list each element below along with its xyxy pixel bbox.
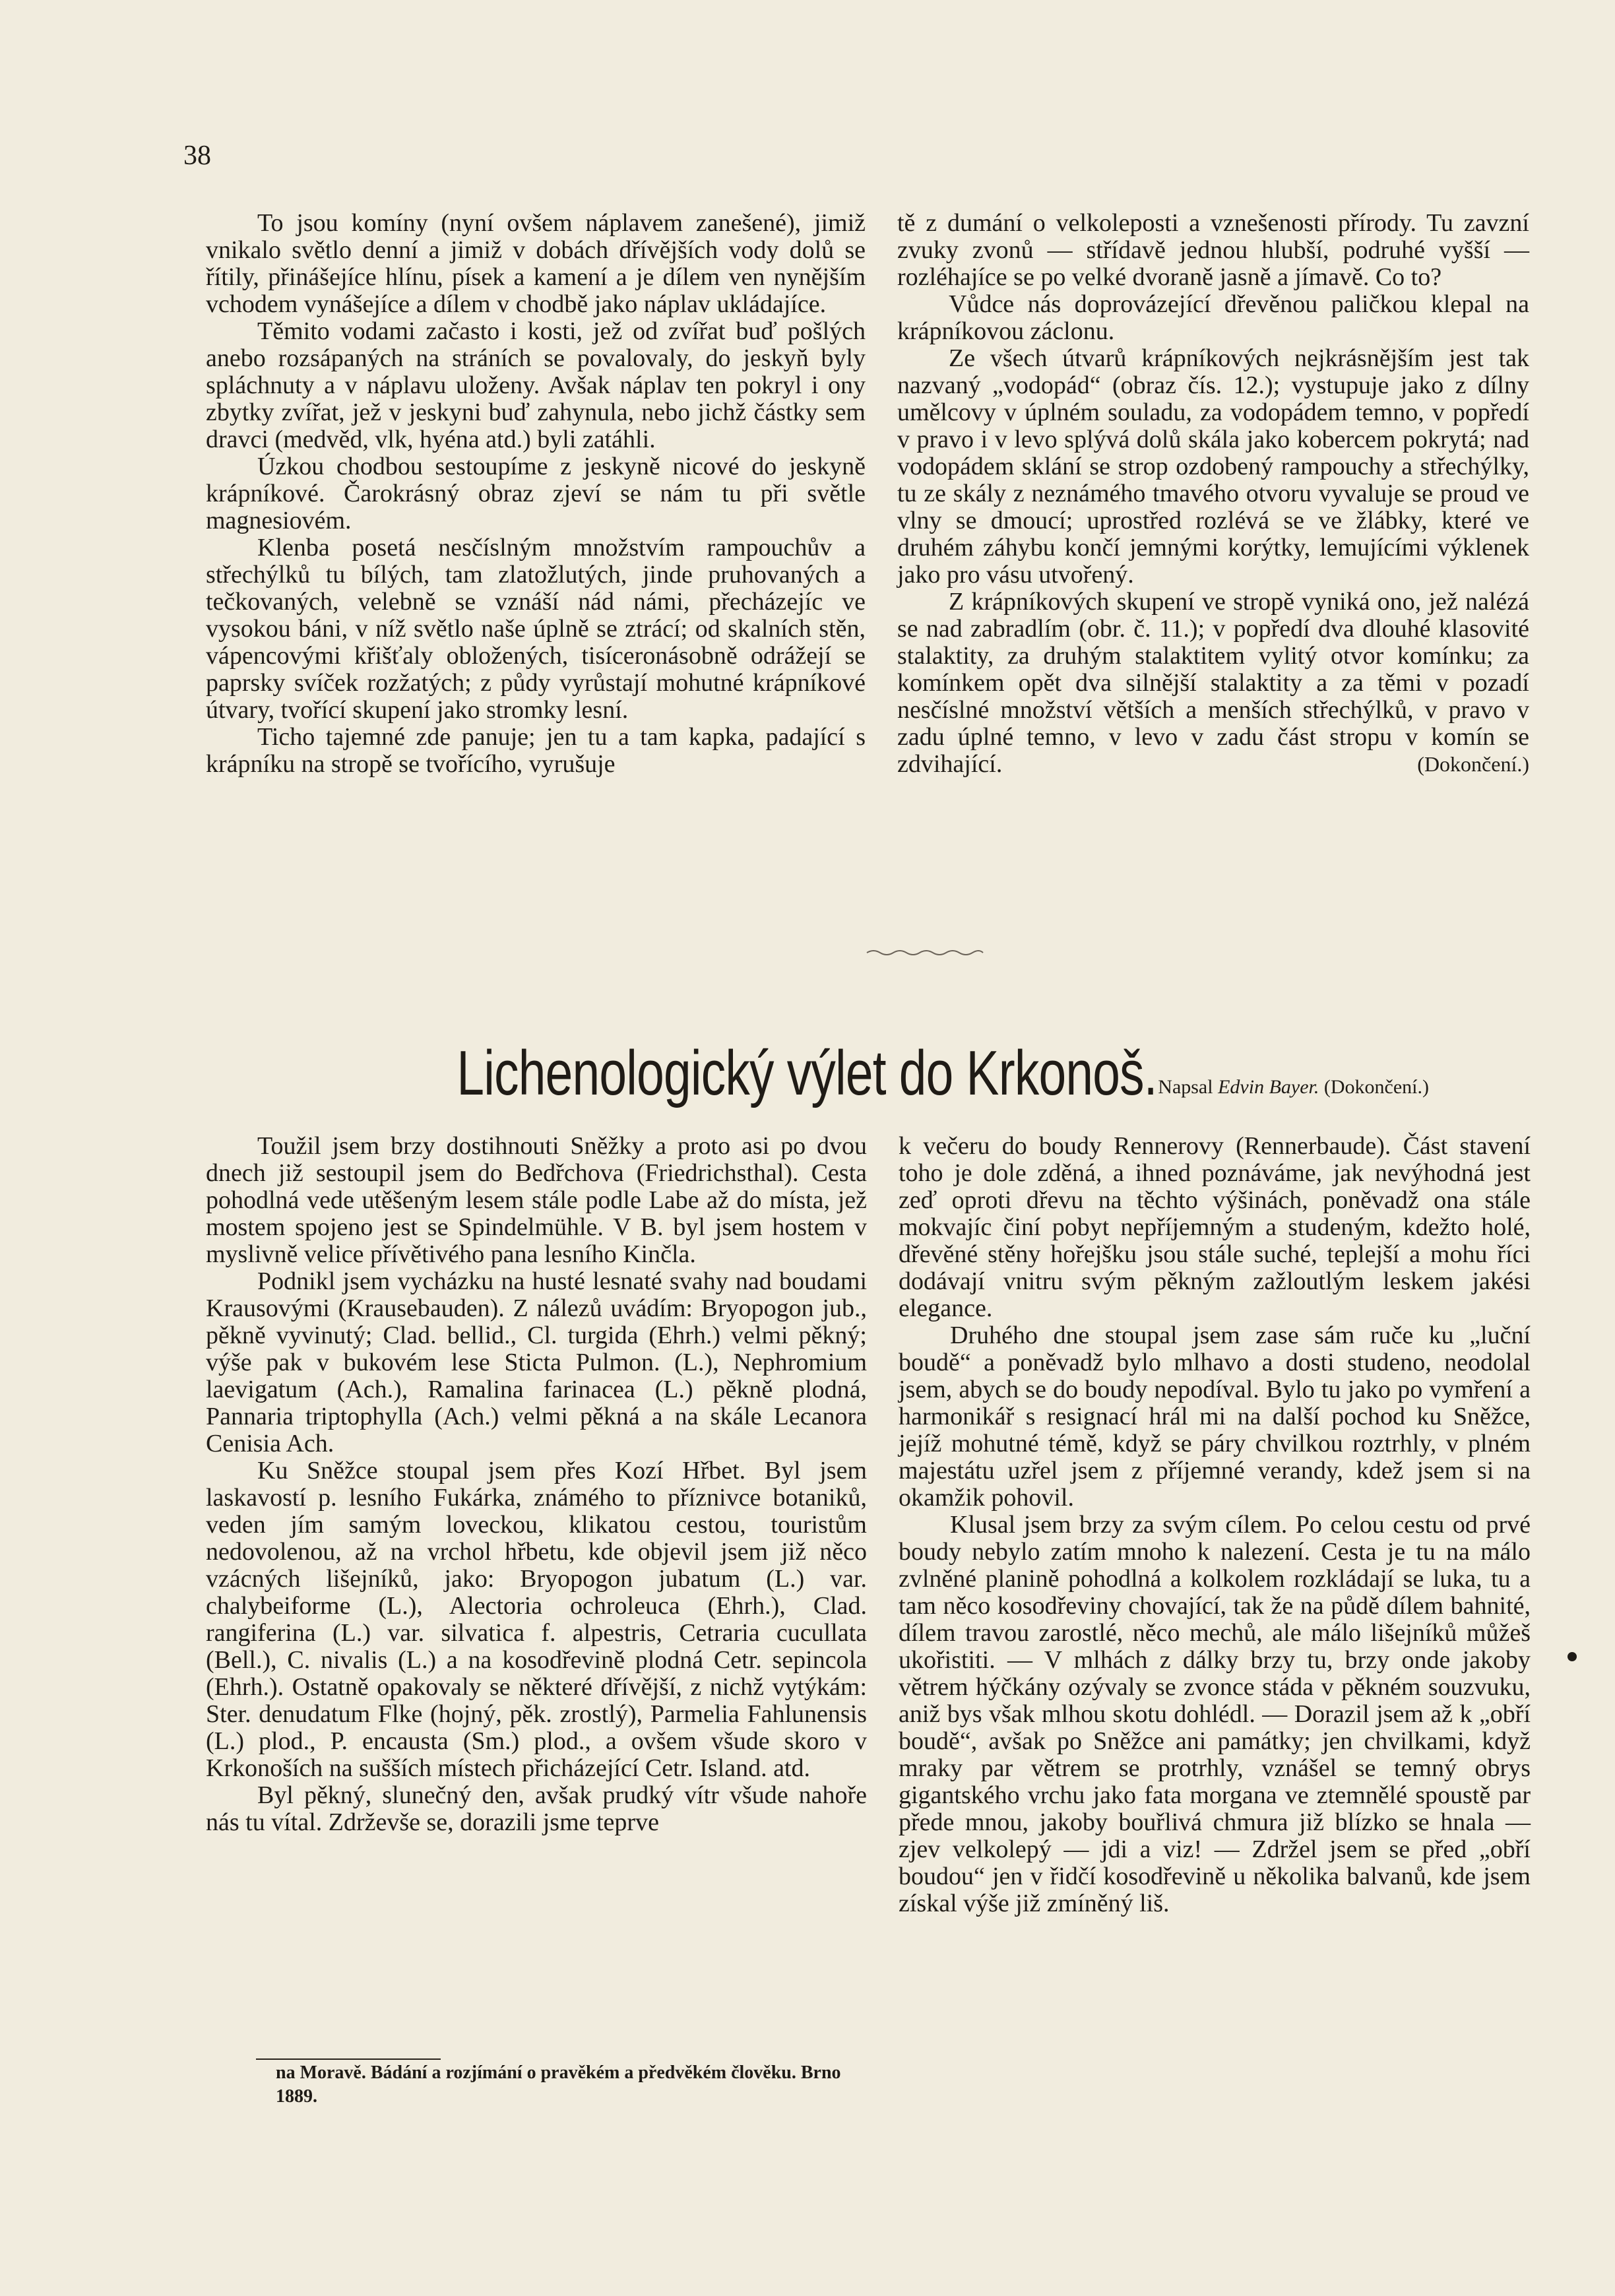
- paragraph: Těmito vodami začasto i kosti, jež od zvířat buď pošlých anebo rozsápaných na stráních se povalovaly, do jeskyň byly spláchnuty a v náplavu uloženy. Avšak náplav ten pokryl i ony zbytky zvířat, jež v jeskyni buď zahynula, nebo jichž částky sem dravci (medvěd, vlk, hyéna atd.) byli zatáhli.: [206, 317, 866, 453]
- paragraph: tě z dumání o velkoleposti a vznešenosti přírody. Tu zavzní zvuky zvonů — střídavě jednou hlubší, podruhé vyšší — rozléhajíce se po velké dvoraně jasně a jímavě. Co to?: [897, 209, 1529, 291]
- upper-right-column: [897, 210, 1529, 778]
- paragraph: k večeru do boudy Rennerovy (Rennerbaude). Část stavení toho je dole zděná, a ihned poznáváme, jak nevýhodná jest zeď oproti dřevu na těchto výšinách, poněvadž ona stále mokvajíc činí pobyt nepříjemným a studeným, kdežto holé, dřevěné stěny hořejšku jsou stále suché, teplejší a mohu říci dodávají vnitru svým pěkným zažloutlým leskem jakési elegance.: [899, 1132, 1531, 1322]
- footnote: na Moravě. Bádání a rozjímání o pravěkém a předvěkém člověku. Brno 1889.: [276, 2062, 841, 2107]
- byline: [699, 1076, 1429, 1099]
- lower-right-column: [899, 1133, 1531, 1917]
- paragraph: To jsou komíny (nyní ovšem náplavem zanešené), jimiž vnikalo světlo denní a jimiž v dobách dřívějších vody dolů se řítily, přinášejíce hlínu, písek a kamení a je dílem ven nynějším vchodem vynášejíce a dílem v chodbě jako náplav ukládajíce.: [206, 209, 866, 318]
- paragraph: Klusal jsem brzy za svým cílem. Po celou cestu od prvé boudy nebylo zatím mnoho k nalezení. Cesta je tu na málo zvlněné planině pohodlná a kolkolem rozkládají se luka, tu a tam něco kosodřeviny chovající, tak že na půdě dílem bahnité, dílem travou zarostlé, něco mechů, ale málo lišejníků můžeš ukořistiti. — V mlhách z dálky brzy tu, brzy onde jakoby větrem hýčkány ozývaly se zvonce stáda v pěkném souzvuku, aniž bys však mlhou skotu dohlédl. — Dorazil jsem až k „obří boudě“, avšak po Sněžce ani památky; jen chvilkami, když mraky par větrem se protrhly, vznášel se temný obrys gigantského vrchu jako fata morgana ve ztemnělé spoustě par přede mnou, jakoby bouřlivá chmura již blízko se hnala — zjev velkolepý — jdi a viz! — Zdržel jsem se před „obří boudou“ jen v řidčí kosodřevině u několika balvanů, kde jsem získal výše již zmíněný liš.: [899, 1511, 1531, 1917]
- ink-dot: [1568, 1652, 1577, 1661]
- lower-left-column: [206, 1133, 867, 1836]
- paragraph: Vůdce nás doprovázející dřevěnou paličkou klepal na krápníkovou záclonu.: [897, 290, 1529, 345]
- paragraph: Byl pěkný, slunečný den, avšak prudký vítr všude nahoře nás tu vítal. Zdrževše se, dorazili jsme teprve: [206, 1781, 867, 1836]
- byline-prefix: Napsal: [1158, 1076, 1213, 1098]
- byline-suffix: (Dokončení.): [1323, 1076, 1429, 1098]
- paragraph: Toužil jsem brzy dostihnouti Sněžky a proto asi po dvou dnech již sestoupil jsem do Bedřchova (Friedrichsthal). Cesta pohodlná vede utěšeným lesem stále podle Labe až do místa, jež mostem spojeno jest se Spindelmühle. V B. byl jsem hostem v myslivně velice přívětivého pana lesního Kinčla.: [206, 1132, 867, 1268]
- paragraph: Z krápníkových skupení ve stropě vyniká ono, jež nalézá se nad zabradlím (obr. č. 11.); v popředí dva dlouhé klasovité stalaktity, za druhým stalaktitem vylitý otvor komínku; za komínkem opět dva silnější stalaktity a za těmi v pozadí nesčíslné množství větších a menších střechýlků, v pravo v zadu úplné temno, v levo v zadu část stropu v komín se zdvihající.: [897, 588, 1529, 778]
- paragraph: Úzkou chodbou sestoupíme z jeskyně nicové do jeskyně krápníkové. Čarokrásný obraz zjeví se nám tu při světle magnesiovém.: [206, 453, 866, 534]
- paragraph: Podnikl jsem vycházku na husté lesnaté svahy nad boudami Krausovými (Krausebauden). Z nálezů uvádím: Bryopogon jub., pěkně vyvinutý; Clad. bellid., Cl. turgida (Ehrh.) velmi pěkný; výše pak v bukovém lese Sticta Pulmon. (L.), Nephromium laevigatum (Ach.), Ramalina farinacea (L.) pěkně plodná, Pannaria triptophylla (Ach.) velmi pěkná a na skále Lecanora Cenisia Ach.: [206, 1267, 867, 1457]
- author-name: Edvin Bayer.: [1218, 1076, 1319, 1098]
- footnote-rule: [256, 2058, 441, 2060]
- paragraph: Klenba posetá nesčíslným množstvím rampouchův a střechýlků tu bílých, tam zlatožlutých, jinde pruhovaných a tečkovaných, velebně se vznáší nád námi, přecházejíc ve vysokou báni, v níž světlo naše úplně se ztrácí; od skalních stěn, vápencovými křišťaly obložených, tisíceronásobně odrážejí se paprsky svíček rozžatých; z půdy vyrůstají mohutné krápníkové útvary, tvořící skupení jako stromky lesní.: [206, 534, 866, 724]
- paragraph: Druhého dne stoupal jsem zase sám ruče ku „luční boudě“ a poněvadž bylo mlhavo a dosti studeno, neodolal jsem, abych se do boudy nepodíval. Bylo tu jako po vymření a harmonikář s resignací hrál mi na další pochod ku Sněžce, jejíž mohutné témě, když se páry chvilkou roztrhly, v plném majestátu uzřel jsem z příjemné verandy, kdež jsem si na okamžik pohovil.: [899, 1322, 1531, 1512]
- paragraph: Ticho tajemné zde panuje; jen tu a tam kapka, padající s krápníku na stropě se tvořícího, vyrušuje: [206, 723, 866, 778]
- section-divider-ornament: [866, 946, 984, 959]
- article-title: Lichenologický výlet do Krkonoš.: [457, 1038, 1157, 1109]
- continuation-note: (Dokončení.): [1417, 752, 1529, 776]
- paragraph: Ze všech útvarů krápníkových nejkrásnějším jest tak nazvaný „vodopád“ (obraz čís. 12.); vystupuje jako z dílny umělcovy v úplném souladu, za vodopádem temno, v popředí v pravo i v levo splývá dolů skála jako kobercem pokrytá; nad vodopádem sklání se strop ozdobený rampouchy a střechýlky, tu ze skály z neznámého tmavého otvoru vyvaluje se proud ve vlny se dmoucí; uprostřed rozlévá se ve žlábky, které ve druhém záhybu končí jemnými korýtky, lemujícími výklenek jako pro vásu utvořený.: [897, 344, 1529, 589]
- upper-left-column: [206, 210, 866, 778]
- paragraph: Ku Sněžce stoupal jsem přes Kozí Hřbet. Byl jsem laskavostí p. lesního Fukárka, známého to příznivce botaniků, veden jím samým loveckou, klikatou cestou, touristům nedovolenou, až na vrchol hřbetu, kde objevil jsem již něco vzácných lišejníků, jako: Bryopogon jubatum (L.) var. chalybeiforme (L.), Alectoria ochroleuca (Ehrh.), Clad. rangiferina (L.) var. silvatica f. alpestris, Cetraria cucullata (Bell.), C. nivalis (L.) a na kosodřevině plodná Cetr. sepincola (Ehrh.). Ostatně opakovaly se některé dřívější, z nichž vytýkám: Ster. denudatum Flke (hojný, pěk. zrostlý), Parmelia Fahlunensis (L.) plod., P. encausta (Sm.) plod., a ovšem všude skoro v Krkonoších na sušších místech přicházející Cetr. Island. atd.: [206, 1457, 867, 1782]
- page-number: 38: [183, 141, 211, 171]
